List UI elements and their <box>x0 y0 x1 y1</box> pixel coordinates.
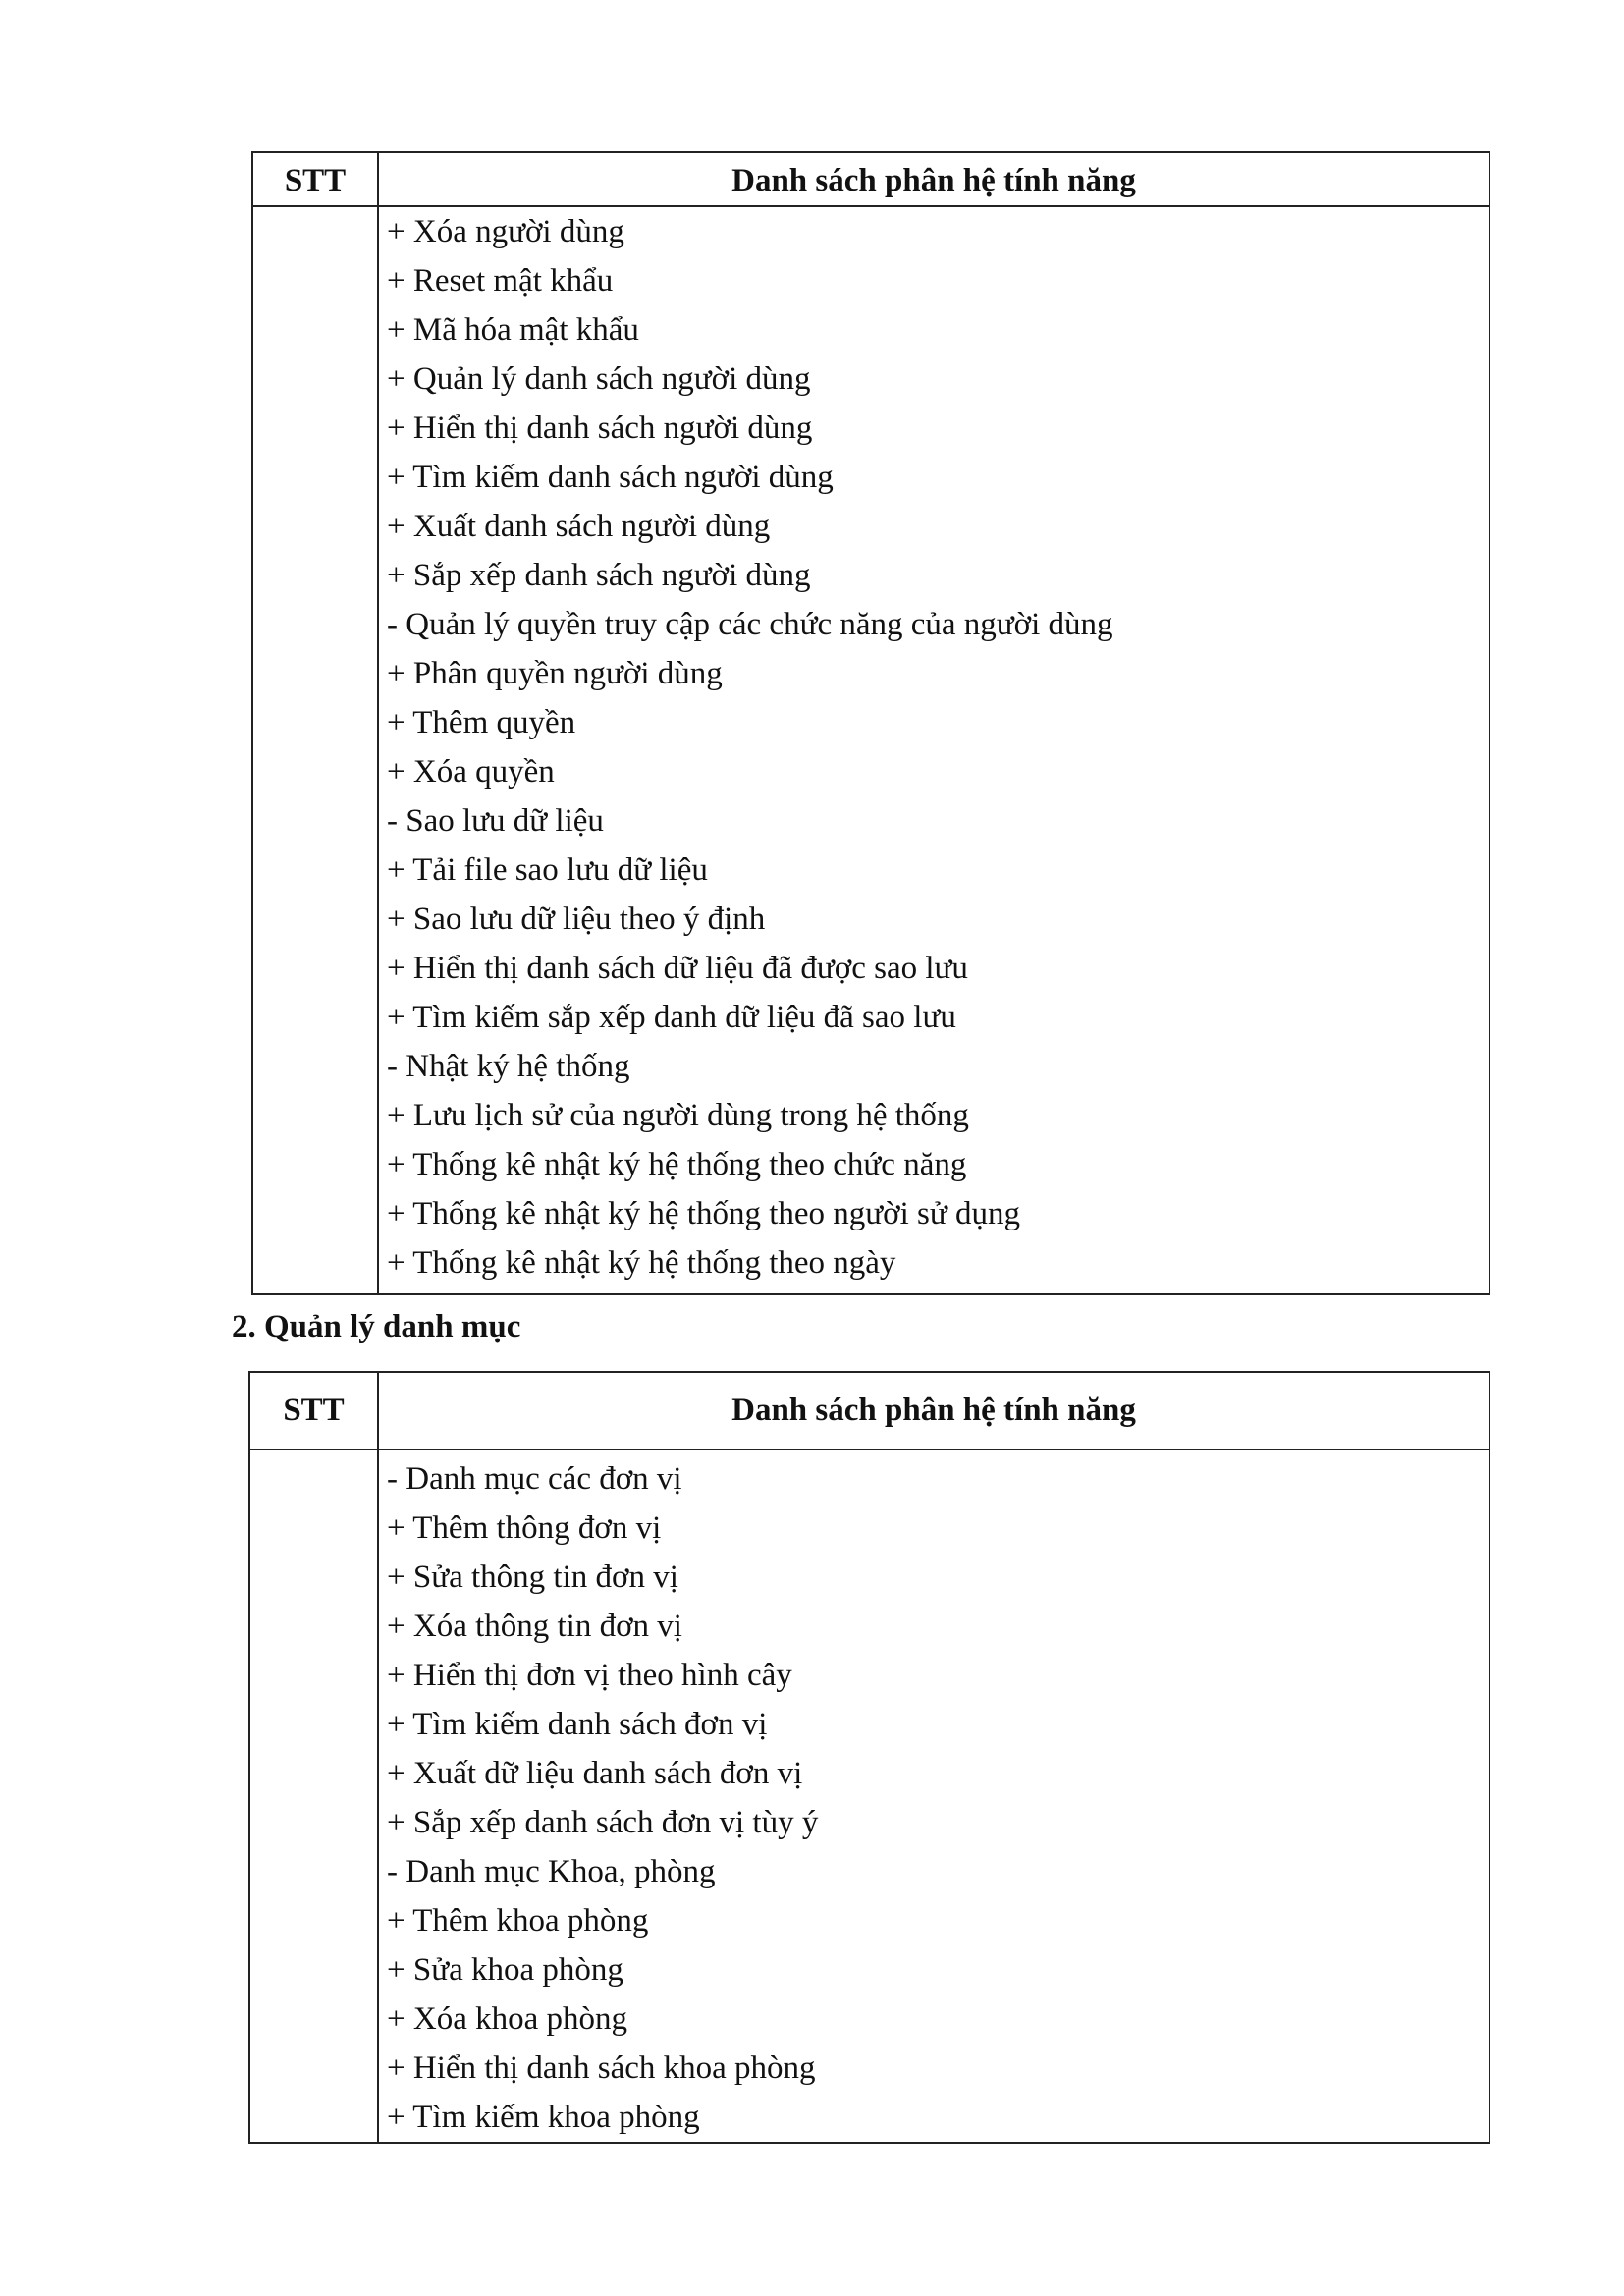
feature-item: - Sao lưu dữ liệu <box>387 803 604 839</box>
feature-item: + Hiển thị danh sách dữ liệu đã được sao lưu <box>387 951 968 986</box>
feature-item: - Quản lý quyền truy cập các chức năng của người dùng <box>387 607 1113 642</box>
feature-table-1 <box>251 151 1490 1295</box>
stt-cell <box>249 1449 378 2143</box>
feature-list-cell <box>378 206 1489 1294</box>
feature-item: - Danh mục Khoa, phòng <box>387 1854 716 1889</box>
table-row <box>249 1449 1489 2143</box>
feature-item: + Xóa thông tin đơn vị <box>387 1609 682 1644</box>
feature-item: + Tìm kiếm khoa phòng <box>387 2100 700 2135</box>
feature-item: + Tìm kiếm danh sách đơn vị <box>387 1707 768 1742</box>
feature-item: + Xóa quyền <box>387 754 555 790</box>
feature-item: + Hiển thị đơn vị theo hình cây <box>387 1658 792 1693</box>
feature-item: + Mã hóa mật khẩu <box>387 312 639 348</box>
feature-item: + Hiển thị danh sách người dùng <box>387 410 813 446</box>
feature-item: + Xuất danh sách người dùng <box>387 509 771 544</box>
feature-item: + Tải file sao lưu dữ liệu <box>387 852 708 888</box>
table-header-row <box>249 1372 1489 1449</box>
feature-item: + Thống kê nhật ký hệ thống theo ngày <box>387 1245 896 1281</box>
feature-item: + Sao lưu dữ liệu theo ý định <box>387 902 766 937</box>
feature-item: + Quản lý danh sách người dùng <box>387 361 811 397</box>
section-heading: 2. Quản lý danh mục <box>232 1309 521 1344</box>
feature-item: + Thêm quyền <box>387 705 576 740</box>
stt-header: STT <box>252 152 378 206</box>
feature-item: + Xuất dữ liệu danh sách đơn vị <box>387 1756 803 1791</box>
feature-item: + Lưu lịch sử của người dùng trong hệ thống <box>387 1098 969 1133</box>
feature-item: + Xóa khoa phòng <box>387 2001 627 2037</box>
stt-header: STT <box>249 1372 378 1449</box>
feature-list-cell <box>378 1449 1489 2143</box>
table-header-row <box>252 152 1489 206</box>
feature-item: + Thêm thông đơn vị <box>387 1510 662 1546</box>
feature-item: + Thống kê nhật ký hệ thống theo chức năng <box>387 1147 967 1182</box>
feature-item: + Sắp xếp danh sách người dùng <box>387 558 811 593</box>
feature-item: + Sửa thông tin đơn vị <box>387 1559 678 1595</box>
feature-item: + Reset mật khẩu <box>387 263 614 299</box>
feature-item: - Nhật ký hệ thống <box>387 1049 630 1084</box>
feature-table-2 <box>248 1371 1490 2144</box>
feature-list-header: Danh sách phân hệ tính năng <box>378 1372 1489 1449</box>
feature-item: + Hiển thị danh sách khoa phòng <box>387 2050 816 2086</box>
feature-item: + Sửa khoa phòng <box>387 1952 623 1988</box>
table-row <box>252 206 1489 1294</box>
feature-item: + Thêm khoa phòng <box>387 1903 649 1939</box>
feature-item: + Phân quyền người dùng <box>387 656 723 691</box>
feature-item: - Danh mục các đơn vị <box>387 1461 682 1497</box>
stt-cell <box>252 206 378 1294</box>
feature-item: + Thống kê nhật ký hệ thống theo người sử dụng <box>387 1196 1020 1231</box>
feature-item: + Sắp xếp danh sách đơn vị tùy ý <box>387 1805 819 1840</box>
feature-item: + Tìm kiếm danh sách người dùng <box>387 460 834 495</box>
feature-item: + Xóa người dùng <box>387 214 624 249</box>
feature-list-header: Danh sách phân hệ tính năng <box>378 152 1489 206</box>
feature-item: + Tìm kiếm sắp xếp danh dữ liệu đã sao lưu <box>387 1000 956 1035</box>
